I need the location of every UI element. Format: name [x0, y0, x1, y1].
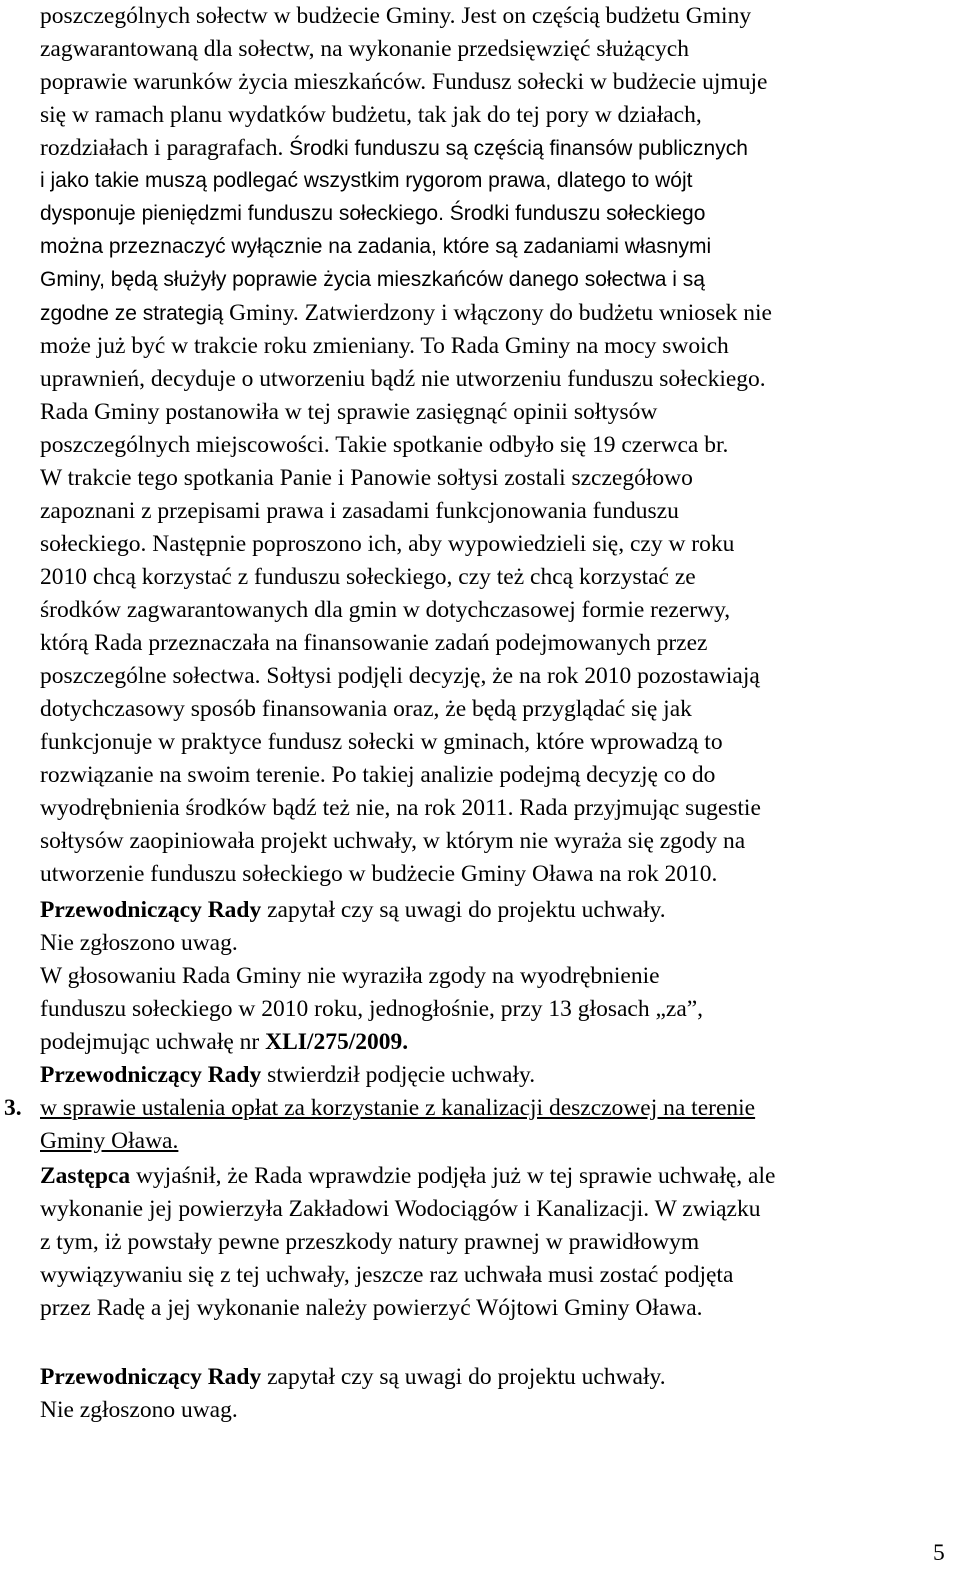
- text-line: uprawnień, decyduje o utworzeniu bądź nie utworzeniu funduszu sołeckiego.: [40, 366, 766, 392]
- text-line: wyodrębnienia środków bądź też nie, na rok 2011. Rada przyjmując sugestie: [40, 795, 761, 821]
- no-remarks-line: Nie zgłoszono uwag.: [40, 1397, 238, 1423]
- text-line: funduszu sołeckiego w 2010 roku, jednogłośnie, przy 13 głosach „za”,: [40, 996, 704, 1022]
- text-line: Gminy, będą służyły poprawie życia mieszkańców danego sołectwa i są: [40, 268, 705, 291]
- text-line: poprawie warunków życia mieszkańców. Fundusz sołecki w budżecie ujmuje: [40, 69, 768, 95]
- text-span: rozdziałach i paragrafach.: [40, 135, 284, 161]
- no-remarks-line: Nie zgłoszono uwag.: [40, 930, 238, 956]
- text-span: Środki funduszu są częścią finansów publicznych: [283, 137, 748, 160]
- text-line: Rada Gminy postanowiła w tej sprawie zasięgnąć opinii sołtysów: [40, 399, 658, 425]
- item-title-line: [4, 1092, 756, 1124]
- text-line: W głosowaniu Rada Gminy nie wyraziła zgody na wyodrębnienie: [40, 963, 660, 989]
- chair-label: Przewodniczący Rady: [40, 1062, 262, 1088]
- text-line: dotychczasowy sposób finansowania oraz, że będą przyglądać się jak: [40, 696, 692, 722]
- page-number: 5: [933, 1540, 945, 1566]
- text-line: W trakcie tego spotkania Panie i Panowie sołtysi zostali szczegółowo: [40, 465, 693, 491]
- deputy-label: Zastępca: [40, 1163, 131, 1189]
- text-line: poszczególnych sołectw w budżecie Gminy. Jest on częścią budżetu Gminy: [40, 3, 752, 29]
- text-line: sołeckiego. Następnie poproszono ich, aby wypowiedzieli się, czy w roku: [40, 531, 735, 557]
- text-span: podejmując uchwałę nr: [40, 1029, 266, 1055]
- text-span: stwierdził podjęcie uchwały.: [261, 1062, 536, 1088]
- text-line: środków zagwarantowanych dla gmin w dotychczasowej formie rezerwy,: [40, 597, 731, 623]
- text-line: można przeznaczyć wyłącznie na zadania, które są zadaniami własnymi: [40, 235, 712, 258]
- text-line-mixed: [40, 297, 772, 330]
- text-line: poszczególnych miejscowości. Takie spotkanie odbyło się 19 czerwca br.: [40, 432, 729, 458]
- text-span: Gminy. Zatwierdzony i włączony do budżetu wniosek nie: [223, 300, 772, 326]
- item-title: Gminy Oława.: [40, 1128, 179, 1154]
- text-line: wykonanie jej powierzyła Zakładowi Wodociągów i Kanalizacji. W związku: [40, 1196, 761, 1222]
- chair-label: Przewodniczący Rady: [40, 897, 262, 923]
- text-span: zapytał czy są uwagi do projektu uchwały.: [261, 1364, 666, 1390]
- text-line: przez Radę a jej wykonanie należy powierzyć Wójtowi Gminy Oława.: [40, 1295, 703, 1321]
- text-line: dysponuje pieniędzmi funduszu sołeckiego. Środki funduszu sołeckiego: [40, 202, 706, 225]
- text-line: utworzenie funduszu sołeckiego w budżecie Gminy Oława na rok 2010.: [40, 861, 718, 887]
- text-line: poszczególne sołectwa. Sołtysi podjęli decyzję, że na rok 2010 pozostawiają: [40, 663, 760, 689]
- resolution-line: [40, 1026, 408, 1058]
- text-span: zgodne ze strategią: [40, 302, 224, 325]
- text-line: którą Rada przeznaczała na finansowanie zadań podejmowanych przez: [40, 630, 708, 656]
- text-line: sołtysów zaopiniowała projekt uchwały, w którym nie wyraża się zgody na: [40, 828, 746, 854]
- text-line: się w ramach planu wydatków budżetu, tak jak do tej pory w działach,: [40, 102, 702, 128]
- text-line: zagwarantowaną dla sołectw, na wykonanie przedsięwzięć służących: [40, 36, 689, 62]
- item-number: 3.: [4, 1095, 22, 1121]
- deputy-line: [40, 1160, 775, 1192]
- text-line: z tym, iż powstały pewne przeszkody natury prawnej w prawidłowym: [40, 1229, 700, 1255]
- text-line: 2010 chcą korzystać z funduszu sołeckiego, czy też chcą korzystać ze: [40, 564, 696, 590]
- chair-statement-line: [40, 1059, 535, 1091]
- chair-question-line: [40, 1361, 666, 1393]
- text-span: wyjaśnił, że Rada wprawdzie podjęła już w tej sprawie uchwałę, ale: [130, 1163, 776, 1189]
- resolution-number: XLI/275/2009.: [265, 1029, 409, 1055]
- text-line: zapoznani z przepisami prawa i zasadami funkcjonowania funduszu: [40, 498, 679, 524]
- chair-question-line: [40, 894, 666, 926]
- text-line: wywiązywaniu się z tej uchwały, jeszcze raz uchwała musi zostać podjęta: [40, 1262, 734, 1288]
- text-span: zapytał czy są uwagi do projektu uchwały.: [261, 897, 666, 923]
- text-line: rozwiązanie na swoim terenie. Po takiej analizie podejmą decyzję co do: [40, 762, 716, 788]
- text-line: może już być w trakcie roku zmieniany. To Rada Gminy na mocy swoich: [40, 333, 729, 359]
- item-title: w sprawie ustalenia opłat za korzystanie z kanalizacji deszczowej na terenie: [40, 1095, 756, 1121]
- text-line-mixed: [40, 132, 748, 165]
- text-line: funkcjonuje w praktyce fundusz sołecki w gminach, które wprowadzą to: [40, 729, 723, 755]
- chair-label: Przewodniczący Rady: [40, 1364, 262, 1390]
- text-line: i jako takie muszą podlegać wszystkim rygorom prawa, dlatego to wójt: [40, 169, 693, 192]
